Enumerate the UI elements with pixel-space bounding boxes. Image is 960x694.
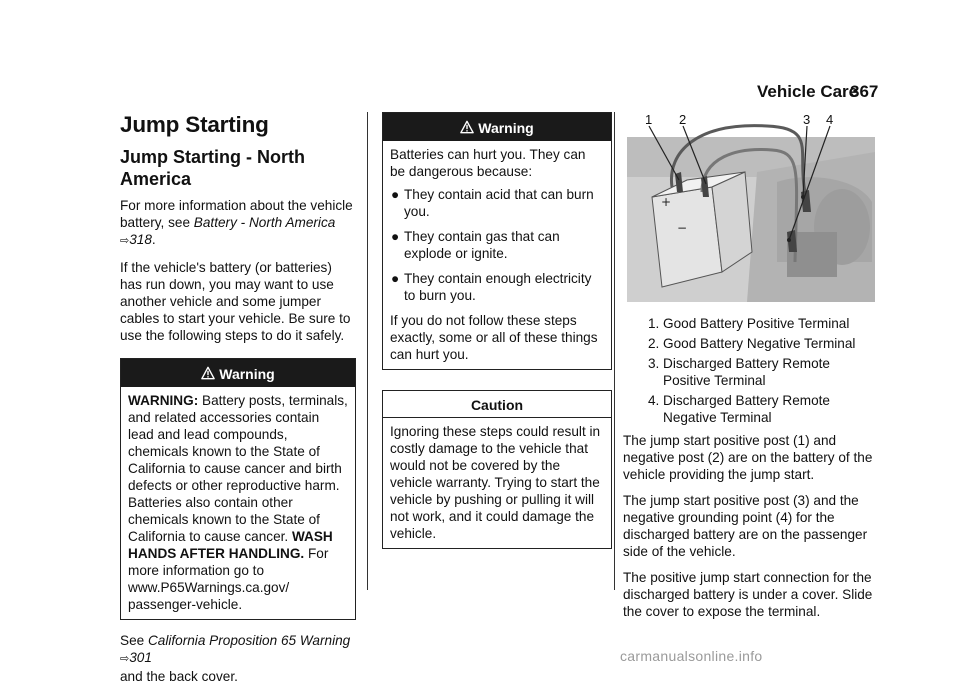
- svg-text:+: +: [661, 195, 672, 209]
- list-item-text: They contain acid that can burn you.: [404, 187, 594, 219]
- legend-text: Discharged Battery Remote Negative Terminal: [663, 393, 830, 425]
- jump-start-illustration: [627, 112, 875, 302]
- warning-intro: Batteries can hurt you. They can be dangerous because:: [390, 147, 586, 179]
- bullet-icon: ●: [391, 187, 400, 202]
- section-heading: Jump Starting - North America: [120, 147, 305, 189]
- warning-emphasis: WASH HANDS AFTER HANDLING.: [128, 529, 333, 561]
- page-number: 367: [850, 82, 879, 101]
- xref-link[interactable]: Battery - North America: [193, 215, 336, 230]
- callout-1: 1: [645, 112, 653, 127]
- warning-triangle-icon: [460, 120, 474, 134]
- warning-box: [120, 358, 356, 620]
- page-heading: Jump Starting: [120, 112, 269, 137]
- body-paragraph: The positive jump start connection for the discharged battery is under a cover. Slide the cover to expose the terminal.: [623, 570, 873, 619]
- section-title: Vehicle Care: [757, 82, 859, 101]
- body-paragraph: The jump start positive post (3) and the negative grounding point (4) for the discharged battery are on the passenger side of the vehicle.: [623, 493, 868, 559]
- watermark: carmanualsonline.info: [620, 648, 763, 664]
- warning-outro: If you do not follow these steps exactly, some or all of these things can hurt you.: [390, 313, 598, 362]
- legend-number: 2.: [648, 336, 660, 351]
- xref-link[interactable]: California Proposition 65 Warning: [147, 633, 351, 648]
- sentence-period: .: [151, 232, 156, 247]
- see-tail: and the back cover.: [120, 669, 238, 684]
- legend-item: [623, 315, 875, 332]
- legend-text: Good Battery Negative Terminal: [663, 336, 856, 351]
- warning-triangle-icon: [201, 366, 215, 380]
- callout-legend: [623, 315, 875, 426]
- xref-page[interactable]: 301: [129, 650, 152, 665]
- body-paragraph: The jump start positive post (1) and negative post (2) are on the battery of the vehicle providing the jump start.: [623, 433, 873, 482]
- column-2: [382, 112, 612, 561]
- warning-title: Warning: [219, 366, 275, 382]
- bullet-icon: ●: [391, 229, 400, 244]
- warning-text: For more information go to www.P65Warnings.ca.gov/ passenger-vehicle.: [128, 546, 329, 612]
- caution-header: Caution: [383, 391, 611, 418]
- list-item-text: They contain gas that can explode or ignite.: [404, 229, 560, 261]
- bullet-icon: ●: [391, 271, 400, 286]
- callout-2: 2: [679, 112, 687, 127]
- intro-text: For more information about the vehicle battery, see: [120, 198, 353, 230]
- legend-text: Discharged Battery Remote Positive Terminal: [663, 356, 830, 388]
- bullet-list: [390, 186, 604, 304]
- list-item: [390, 186, 604, 220]
- warning-box: [382, 112, 612, 370]
- caution-body: [383, 418, 611, 548]
- xref-page[interactable]: 318: [129, 232, 152, 247]
- list-item-text: They contain enough electricity to burn you.: [404, 271, 592, 303]
- legend-number: 4.: [648, 393, 660, 408]
- intro-paragraph: [120, 197, 356, 250]
- callout-4: 4: [826, 112, 834, 127]
- svg-text:−: −: [677, 221, 688, 235]
- list-item: [390, 270, 604, 304]
- warning-lead: WARNING:: [128, 393, 199, 408]
- legend-item: [623, 355, 875, 389]
- column-divider: [614, 112, 615, 590]
- caution-box: [382, 390, 612, 549]
- legend-text: Good Battery Positive Terminal: [663, 316, 850, 331]
- xref-arrow-icon: ⇨: [120, 235, 130, 247]
- warning-body: [121, 387, 355, 619]
- legend-number: 1.: [648, 316, 660, 331]
- legend-number: 3.: [648, 356, 660, 371]
- column-1: [120, 112, 356, 694]
- caution-text: Ignoring these steps could result in costly damage to the vehicle that would not be covered by the vehicle warranty. Trying to start the vehicle by pushing or pulling it will not work, and it could damage the vehicle.: [390, 424, 601, 541]
- warning-text: Battery posts, terminals, and related accessories contain lead and lead compounds, chemicals known to the State of California to cause cancer and birth defects or other reproductive harm. Batteries also contain other chemicals known to the State of California to cause cancer.: [128, 393, 348, 544]
- callout-3: 3: [803, 112, 811, 127]
- xref-arrow-icon: ⇨: [120, 653, 130, 665]
- list-item: [390, 228, 604, 262]
- see-also-paragraph: [120, 632, 356, 685]
- warning-header: [383, 113, 611, 141]
- see-label: See: [120, 633, 148, 648]
- column-divider: [367, 112, 368, 590]
- legend-item: [623, 335, 875, 352]
- warning-header: [121, 359, 355, 387]
- legend-item: [623, 392, 875, 426]
- body-paragraph: If the vehicle's battery (or batteries) has run down, you may want to use another vehicle and some jumper cables to start your vehicle. Be sure to use the following steps to do it safely.: [120, 260, 351, 343]
- warning-body: [383, 141, 611, 369]
- warning-title: Warning: [478, 120, 534, 136]
- column-3: [623, 315, 875, 629]
